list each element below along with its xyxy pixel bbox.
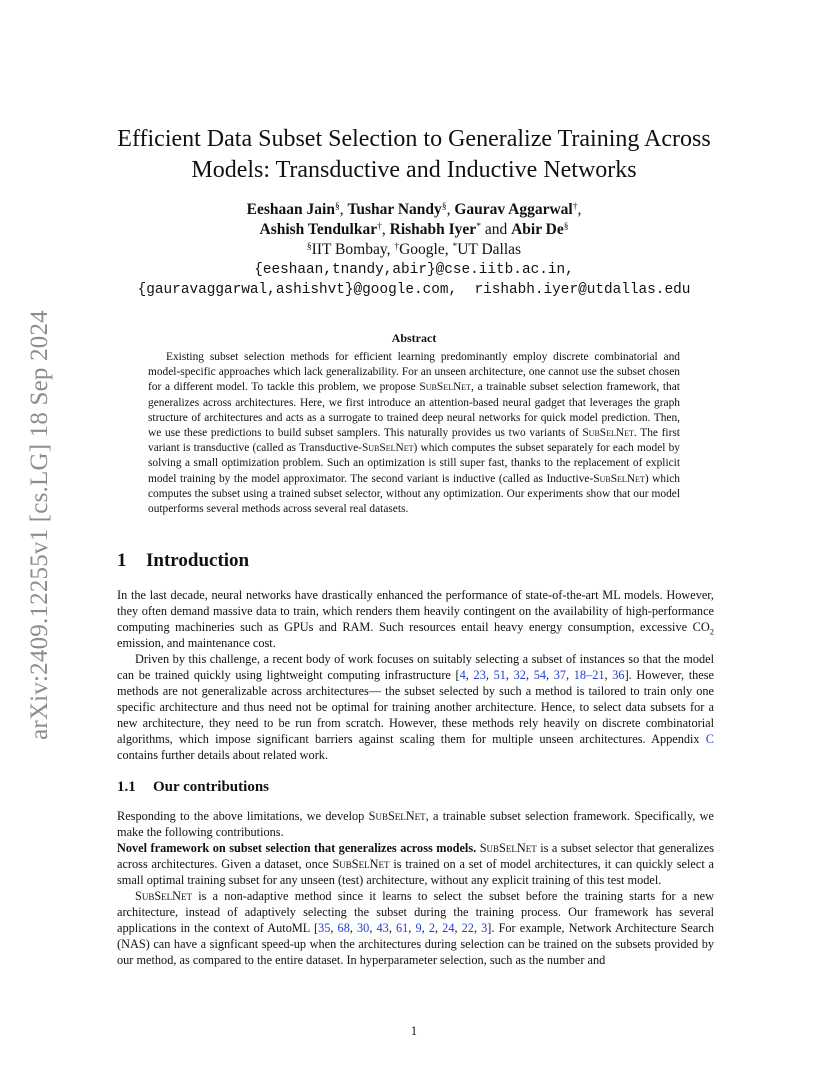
- citation-link[interactable]: 36: [612, 668, 625, 682]
- author-line-1: Eeshaan Jain§, Tushar Nandy§, Gaurav Aggarwal†,: [246, 201, 582, 218]
- introduction-body: [117, 587, 714, 763]
- title-line-2: Models: Transductive and Inductive Networks: [191, 157, 637, 183]
- citation-list: 4, 23, 51, 32, 54, 37, 18–21, 36: [459, 668, 625, 682]
- method-name: SubSelNet: [368, 809, 426, 823]
- section-heading-introduction: [117, 550, 249, 572]
- contribution-heading: Novel framework on subset selection that generalizes across models.: [117, 841, 477, 855]
- section-number: 1: [117, 550, 127, 571]
- email: {gauravaggarwal,ashishvt}@google.com,: [137, 282, 458, 298]
- contributions-body: [117, 808, 714, 968]
- appendix-link[interactable]: C: [705, 732, 714, 746]
- method-name: SubSelNet: [361, 442, 414, 455]
- email-line-1: {eeshaan,tnandy,abir}@cse.iitb.ac.in,: [254, 262, 574, 278]
- affiliation: IIT Bombay,: [311, 241, 391, 258]
- affiliation-mark: §: [563, 222, 569, 232]
- abstract-heading: Abstract: [391, 331, 437, 345]
- author-line-2: Ashish Tendulkar†, Rishabh Iyer* and Abir De§: [259, 221, 569, 238]
- author-name: Ashish Tendulkar: [259, 221, 378, 238]
- author-name: Abir De: [511, 221, 564, 238]
- citation-link[interactable]: 68: [337, 921, 350, 935]
- method-name: SubSelNet: [419, 381, 471, 394]
- citation-link[interactable]: 54: [533, 668, 546, 682]
- affiliation-mark: §: [306, 242, 312, 252]
- citation-list: 35, 68, 30, 43, 61, 9, 2, 24, 22, 3: [318, 921, 488, 935]
- author-name: Rishabh Iyer: [389, 221, 477, 238]
- affiliation: Google,: [399, 241, 449, 258]
- citation-link[interactable]: 22: [461, 921, 474, 935]
- paragraph: Responding to the above limitations, we develop SubSelNet, a trainable subset selection framework. Specifically, we make the following contributions.: [117, 809, 714, 839]
- email: rishabh.iyer@utdallas.edu: [474, 282, 691, 298]
- citation-link[interactable]: 32: [513, 668, 526, 682]
- citation-link[interactable]: 18–21: [573, 668, 605, 682]
- method-name: SubSelNet: [593, 472, 645, 485]
- email-line-2: [100, 280, 728, 300]
- citation-link[interactable]: 3: [481, 921, 488, 935]
- affiliation-mark: *: [452, 242, 458, 252]
- section-number: 1.1: [117, 779, 136, 795]
- affiliation-mark: §: [441, 202, 447, 212]
- method-name: SubSelNet: [135, 889, 193, 903]
- paper-title: [100, 124, 728, 186]
- citation-link[interactable]: 23: [473, 668, 486, 682]
- affiliation: UT Dallas: [457, 241, 522, 258]
- citation-link[interactable]: 51: [493, 668, 506, 682]
- citation-link[interactable]: 2: [428, 921, 435, 935]
- section-title: Our contributions: [153, 779, 269, 795]
- affiliation-mark: †: [377, 222, 382, 232]
- author-name: Tushar Nandy: [347, 201, 442, 218]
- author-name: Gaurav Aggarwal: [454, 201, 573, 218]
- citation-link[interactable]: 43: [376, 921, 389, 935]
- method-name: SubSelNet: [479, 841, 537, 855]
- author-name: Eeshaan Jain: [246, 201, 335, 218]
- affiliation-mark: †: [572, 202, 578, 212]
- citation-link[interactable]: 9: [415, 921, 422, 935]
- abstract-text: Existing subset selection methods for efficient learning predominantly employ discrete combinatorial and model-specific approaches which lack generalizability. For an unseen architecture, one cannot use the subset chosen for a different model. To tackle this problem, we propose SubSelNet, a trainable subset selection framework, that generalizes across architectures. Here, we first introduce an attention-based neural gadget that leverages the graph structure of architectures and acts as a surrogate to trained deep neural networks for quick model prediction. Then, we use these predictions to build subset samplers. This naturally provides us two variants of SubSelNet. The first variant is transductive (called as Transductive-SubSelNet) which computes the subset separately for each model by solving a small optimization problem. Such an optimization is still super fast, thanks to the replacement of explicit model training by the model approximator. The second variant is inductive (called as Inductive-SubSelNet) which computes the subset using a trained subset selector, without any optimization. Our experiments show that our model outperforms several methods across several real datasets.: [148, 351, 680, 516]
- subsection-heading-contributions: [117, 779, 269, 796]
- page-number: 1: [410, 1024, 418, 1038]
- citation-link[interactable]: 35: [318, 921, 331, 935]
- citation-link[interactable]: 24: [442, 921, 455, 935]
- citation-link[interactable]: 37: [553, 668, 567, 682]
- method-name: SubSelNet: [332, 857, 390, 871]
- section-title: Introduction: [146, 550, 250, 571]
- citation-link[interactable]: 4: [459, 668, 466, 682]
- arxiv-identifier-text: arXiv:2409.12255v1 [cs.LG] 18 Sep 2024: [26, 310, 53, 740]
- author-block: [100, 200, 728, 300]
- paragraph: Novel framework on subset selection that generalizes across models. SubSelNet is a subset selector that generalizes across architectures. Given a dataset, once SubSelNet is trained on a set of model architectures, it can quickly select a small optimal training subset for any unseen (test) architecture, without any explicit training of this test model.: [117, 841, 715, 887]
- method-name: SubSelNet: [582, 427, 634, 440]
- title-line-1: Efficient Data Subset Selection to Generalize Training Across: [117, 126, 711, 152]
- citation-link[interactable]: 30: [357, 921, 370, 935]
- citation-link[interactable]: 61: [396, 921, 409, 935]
- paragraph: SubSelNet is a non-adaptive method since it learns to select the subset before the training starts for a new architecture, instead of adaptively selecting the subset during the training process. Our framework has several applications in the context of AutoML [35, 68, 30, 43, 61, 9, 2, 24, 22, 3]. For example, Network Architecture Search (NAS) can have a signficant speed-up when the architectures during selection can be trained on the subsets provided by our method, as compared to the entire dataset. In hyperparameter selection, such as the number and: [117, 889, 715, 967]
- paragraph: In the last decade, neural networks have drastically enhanced the performance of state-of-the-art ML models. However, they often demand massive data to train, which renders them heavily contingent on the availability of high-performance computing machineries such as GPUs and RAM. Such resources entail heavy energy consumption, excessive $CO_2$ emission, and maintenance cost.: [117, 588, 714, 650]
- paragraph: Driven by this challenge, a recent body of work focuses on suitably selecting a subset of instances so that the model can be trained quickly using lightweight computing infrastructure [4, 23, 51, 32, 54, 37, 18–21, 36]. However, these methods are not generalizable across architectures— the subset selected by such a method is tailored to train only one specific architecture and thus need not be optimal for training another architecture. Hence, to select data subsets for a new architecture, they need to be run from scratch. However, these methods rely heavily on discrete combinatorial algorithms, which impose significant barriers against scaling them for multiple unseen architectures. Appendix C contains further details about related work.: [117, 652, 714, 762]
- affiliation-mark: †: [394, 242, 400, 252]
- affiliations: [100, 240, 728, 260]
- affiliation-mark: *: [476, 222, 481, 232]
- affiliation-mark: §: [334, 202, 340, 212]
- author-conjunction: and: [484, 221, 508, 238]
